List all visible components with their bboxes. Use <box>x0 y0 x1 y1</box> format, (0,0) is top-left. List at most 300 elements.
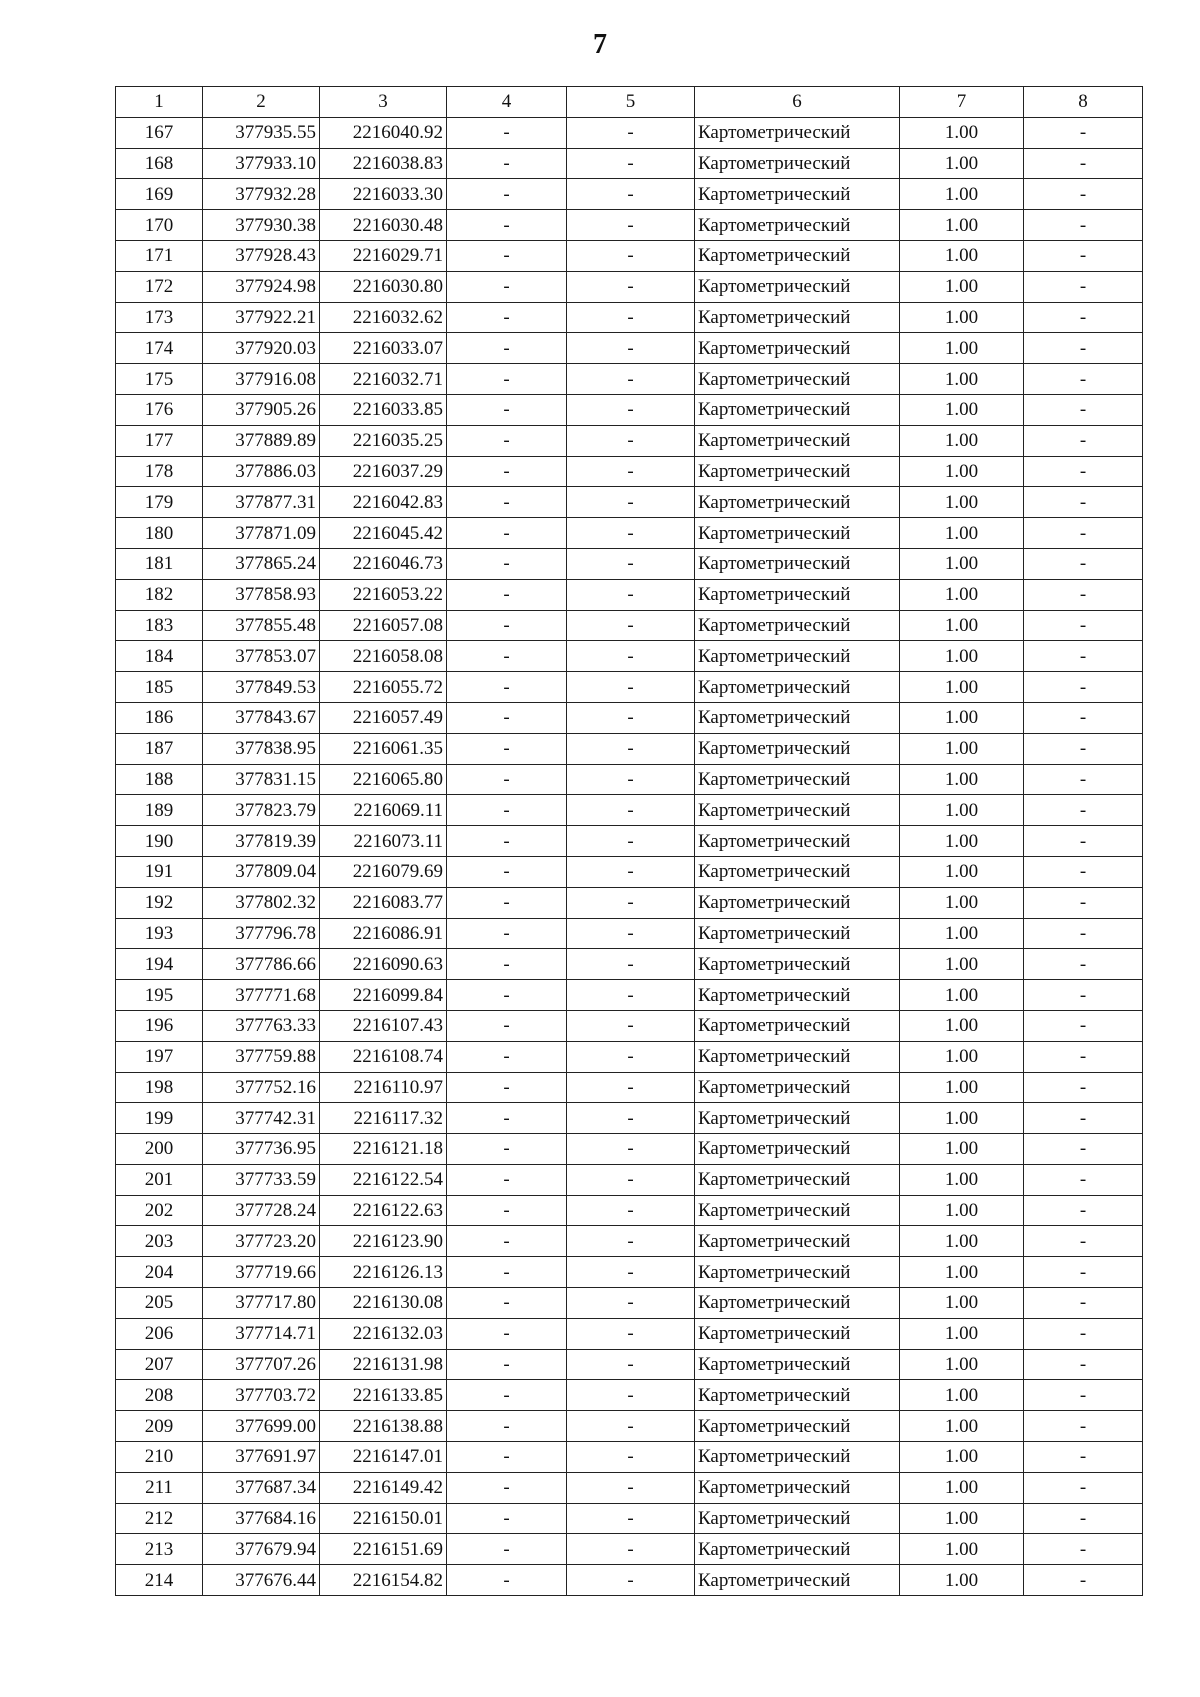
cell-coord-y: 2216040.92 <box>320 117 447 148</box>
cell-col-5: - <box>567 733 695 764</box>
cell-col-8: - <box>1024 1257 1143 1288</box>
cell-col-5: - <box>567 1318 695 1349</box>
cell-coord-x: 377843.67 <box>203 702 320 733</box>
cell-coord-x: 377796.78 <box>203 918 320 949</box>
cell-col-5: - <box>567 394 695 425</box>
cell-coord-y: 2216121.18 <box>320 1134 447 1165</box>
cell-accuracy: 1.00 <box>900 702 1024 733</box>
cell-coord-y: 2216133.85 <box>320 1380 447 1411</box>
cell-coord-y: 2216038.83 <box>320 148 447 179</box>
cell-coord-y: 2216083.77 <box>320 887 447 918</box>
cell-col-5: - <box>567 1565 695 1596</box>
cell-method: Картометрический <box>695 764 900 795</box>
cell-point-number: 169 <box>116 179 203 210</box>
cell-coord-y: 2216046.73 <box>320 548 447 579</box>
cell-col-8: - <box>1024 733 1143 764</box>
cell-point-number: 191 <box>116 856 203 887</box>
cell-coord-x: 377771.68 <box>203 980 320 1011</box>
cell-point-number: 211 <box>116 1472 203 1503</box>
cell-coord-y: 2216033.85 <box>320 394 447 425</box>
cell-col-5: - <box>567 425 695 456</box>
table-row <box>116 672 1143 703</box>
column-header-2: 2 <box>203 87 320 118</box>
cell-col-4: - <box>447 1195 567 1226</box>
cell-coord-x: 377802.32 <box>203 887 320 918</box>
cell-col-4: - <box>447 918 567 949</box>
table-header-row <box>116 87 1143 118</box>
cell-coord-x: 377728.24 <box>203 1195 320 1226</box>
cell-coord-x: 377676.44 <box>203 1565 320 1596</box>
cell-col-8: - <box>1024 949 1143 980</box>
cell-coord-y: 2216061.35 <box>320 733 447 764</box>
cell-method: Картометрический <box>695 394 900 425</box>
cell-col-8: - <box>1024 518 1143 549</box>
column-header-7: 7 <box>900 87 1024 118</box>
cell-coord-y: 2216108.74 <box>320 1041 447 1072</box>
cell-col-5: - <box>567 1041 695 1072</box>
cell-method: Картометрический <box>695 271 900 302</box>
column-header-6: 6 <box>695 87 900 118</box>
cell-col-8: - <box>1024 364 1143 395</box>
cell-method: Картометрический <box>695 733 900 764</box>
cell-col-8: - <box>1024 1411 1143 1442</box>
table-row <box>116 240 1143 271</box>
cell-col-8: - <box>1024 487 1143 518</box>
cell-coord-x: 377930.38 <box>203 210 320 241</box>
cell-point-number: 170 <box>116 210 203 241</box>
cell-col-4: - <box>447 302 567 333</box>
cell-coord-x: 377935.55 <box>203 117 320 148</box>
cell-point-number: 188 <box>116 764 203 795</box>
cell-point-number: 213 <box>116 1534 203 1565</box>
cell-col-5: - <box>567 702 695 733</box>
cell-coord-x: 377905.26 <box>203 394 320 425</box>
table-row <box>116 733 1143 764</box>
cell-method: Картометрический <box>695 1041 900 1072</box>
cell-col-8: - <box>1024 1503 1143 1534</box>
cell-point-number: 196 <box>116 1010 203 1041</box>
cell-accuracy: 1.00 <box>900 1503 1024 1534</box>
cell-accuracy: 1.00 <box>900 302 1024 333</box>
cell-coord-x: 377699.00 <box>203 1411 320 1442</box>
cell-col-5: - <box>567 1534 695 1565</box>
cell-accuracy: 1.00 <box>900 826 1024 857</box>
cell-col-4: - <box>447 1072 567 1103</box>
cell-accuracy: 1.00 <box>900 1288 1024 1319</box>
table-row <box>116 210 1143 241</box>
cell-coord-x: 377733.59 <box>203 1164 320 1195</box>
cell-col-4: - <box>447 1534 567 1565</box>
cell-point-number: 208 <box>116 1380 203 1411</box>
cell-col-4: - <box>447 949 567 980</box>
cell-method: Картометрический <box>695 1534 900 1565</box>
cell-point-number: 195 <box>116 980 203 1011</box>
cell-coord-x: 377865.24 <box>203 548 320 579</box>
cell-col-8: - <box>1024 856 1143 887</box>
cell-method: Картометрический <box>695 148 900 179</box>
cell-col-8: - <box>1024 1472 1143 1503</box>
cell-col-8: - <box>1024 1380 1143 1411</box>
cell-point-number: 185 <box>116 672 203 703</box>
cell-coord-y: 2216037.29 <box>320 456 447 487</box>
cell-col-8: - <box>1024 1134 1143 1165</box>
cell-coord-x: 377855.48 <box>203 610 320 641</box>
cell-coord-x: 377759.88 <box>203 1041 320 1072</box>
cell-col-4: - <box>447 1472 567 1503</box>
cell-col-4: - <box>447 1134 567 1165</box>
table-row <box>116 1103 1143 1134</box>
cell-col-8: - <box>1024 271 1143 302</box>
table-row <box>116 518 1143 549</box>
cell-col-8: - <box>1024 1041 1143 1072</box>
cell-col-5: - <box>567 271 695 302</box>
cell-coord-x: 377819.39 <box>203 826 320 857</box>
table-row <box>116 1318 1143 1349</box>
cell-point-number: 203 <box>116 1226 203 1257</box>
cell-col-8: - <box>1024 148 1143 179</box>
cell-point-number: 201 <box>116 1164 203 1195</box>
cell-point-number: 184 <box>116 641 203 672</box>
cell-col-8: - <box>1024 302 1143 333</box>
cell-col-5: - <box>567 302 695 333</box>
cell-point-number: 193 <box>116 918 203 949</box>
cell-coord-y: 2216130.08 <box>320 1288 447 1319</box>
table-row <box>116 702 1143 733</box>
cell-col-8: - <box>1024 980 1143 1011</box>
cell-col-4: - <box>447 641 567 672</box>
cell-accuracy: 1.00 <box>900 764 1024 795</box>
cell-point-number: 192 <box>116 887 203 918</box>
cell-method: Картометрический <box>695 364 900 395</box>
cell-accuracy: 1.00 <box>900 672 1024 703</box>
cell-col-8: - <box>1024 1103 1143 1134</box>
cell-point-number: 198 <box>116 1072 203 1103</box>
cell-coord-x: 377736.95 <box>203 1134 320 1165</box>
cell-point-number: 199 <box>116 1103 203 1134</box>
cell-accuracy: 1.00 <box>900 918 1024 949</box>
cell-col-8: - <box>1024 1288 1143 1319</box>
cell-coord-x: 377679.94 <box>203 1534 320 1565</box>
cell-accuracy: 1.00 <box>900 394 1024 425</box>
cell-col-8: - <box>1024 1072 1143 1103</box>
cell-accuracy: 1.00 <box>900 548 1024 579</box>
cell-accuracy: 1.00 <box>900 579 1024 610</box>
cell-method: Картометрический <box>695 949 900 980</box>
cell-accuracy: 1.00 <box>900 1164 1024 1195</box>
cell-method: Картометрический <box>695 240 900 271</box>
cell-col-4: - <box>447 148 567 179</box>
table-row <box>116 1565 1143 1596</box>
cell-coord-x: 377763.33 <box>203 1010 320 1041</box>
cell-col-8: - <box>1024 333 1143 364</box>
cell-col-4: - <box>447 1442 567 1473</box>
cell-col-5: - <box>567 610 695 641</box>
cell-col-5: - <box>567 641 695 672</box>
cell-method: Картометрический <box>695 579 900 610</box>
column-header-5: 5 <box>567 87 695 118</box>
cell-method: Картометрический <box>695 179 900 210</box>
cell-coord-x: 377920.03 <box>203 333 320 364</box>
cell-col-8: - <box>1024 240 1143 271</box>
cell-coord-x: 377684.16 <box>203 1503 320 1534</box>
cell-accuracy: 1.00 <box>900 641 1024 672</box>
cell-col-5: - <box>567 1411 695 1442</box>
table-row <box>116 1134 1143 1165</box>
cell-coord-y: 2216073.11 <box>320 826 447 857</box>
cell-point-number: 183 <box>116 610 203 641</box>
cell-accuracy: 1.00 <box>900 1565 1024 1596</box>
cell-coord-y: 2216126.13 <box>320 1257 447 1288</box>
table-row <box>116 980 1143 1011</box>
cell-col-4: - <box>447 795 567 826</box>
cell-accuracy: 1.00 <box>900 1195 1024 1226</box>
cell-col-8: - <box>1024 795 1143 826</box>
table-row <box>116 887 1143 918</box>
cell-method: Картометрический <box>695 1195 900 1226</box>
table-row <box>116 579 1143 610</box>
cell-col-4: - <box>447 333 567 364</box>
cell-col-4: - <box>447 764 567 795</box>
table-row <box>116 1010 1143 1041</box>
cell-col-5: - <box>567 764 695 795</box>
cell-method: Картометрический <box>695 610 900 641</box>
cell-method: Картометрический <box>695 333 900 364</box>
cell-point-number: 206 <box>116 1318 203 1349</box>
cell-method: Картометрический <box>695 702 900 733</box>
table-row <box>116 1226 1143 1257</box>
cell-col-5: - <box>567 456 695 487</box>
cell-point-number: 167 <box>116 117 203 148</box>
cell-col-8: - <box>1024 918 1143 949</box>
cell-point-number: 205 <box>116 1288 203 1319</box>
column-header-3: 3 <box>320 87 447 118</box>
cell-coord-y: 2216030.80 <box>320 271 447 302</box>
table-row <box>116 1442 1143 1473</box>
cell-coord-x: 377742.31 <box>203 1103 320 1134</box>
table-row <box>116 1411 1143 1442</box>
table-row <box>116 1257 1143 1288</box>
cell-col-4: - <box>447 1103 567 1134</box>
cell-accuracy: 1.00 <box>900 364 1024 395</box>
table-row <box>116 302 1143 333</box>
cell-accuracy: 1.00 <box>900 487 1024 518</box>
cell-col-5: - <box>567 980 695 1011</box>
cell-coord-y: 2216029.71 <box>320 240 447 271</box>
cell-accuracy: 1.00 <box>900 1442 1024 1473</box>
cell-col-4: - <box>447 826 567 857</box>
cell-coord-x: 377691.97 <box>203 1442 320 1473</box>
cell-col-8: - <box>1024 394 1143 425</box>
cell-accuracy: 1.00 <box>900 1041 1024 1072</box>
cell-col-8: - <box>1024 702 1143 733</box>
cell-col-4: - <box>447 1380 567 1411</box>
cell-coord-y: 2216035.25 <box>320 425 447 456</box>
cell-col-8: - <box>1024 117 1143 148</box>
cell-accuracy: 1.00 <box>900 1226 1024 1257</box>
cell-accuracy: 1.00 <box>900 148 1024 179</box>
column-header-4: 4 <box>447 87 567 118</box>
cell-point-number: 189 <box>116 795 203 826</box>
cell-col-8: - <box>1024 548 1143 579</box>
cell-accuracy: 1.00 <box>900 856 1024 887</box>
cell-col-5: - <box>567 1010 695 1041</box>
cell-method: Картометрический <box>695 795 900 826</box>
cell-coord-x: 377823.79 <box>203 795 320 826</box>
cell-point-number: 202 <box>116 1195 203 1226</box>
cell-coord-y: 2216154.82 <box>320 1565 447 1596</box>
cell-coord-x: 377932.28 <box>203 179 320 210</box>
cell-point-number: 176 <box>116 394 203 425</box>
cell-col-5: - <box>567 826 695 857</box>
table-row <box>116 1349 1143 1380</box>
table-row <box>116 856 1143 887</box>
coordinates-table <box>115 86 1143 1596</box>
cell-point-number: 175 <box>116 364 203 395</box>
cell-col-4: - <box>447 1010 567 1041</box>
cell-accuracy: 1.00 <box>900 456 1024 487</box>
table-row <box>116 425 1143 456</box>
cell-method: Картометрический <box>695 1226 900 1257</box>
table-row <box>116 610 1143 641</box>
cell-coord-y: 2216032.71 <box>320 364 447 395</box>
cell-coord-y: 2216117.32 <box>320 1103 447 1134</box>
cell-coord-y: 2216090.63 <box>320 949 447 980</box>
cell-coord-y: 2216030.48 <box>320 210 447 241</box>
table-row <box>116 918 1143 949</box>
cell-coord-x: 377928.43 <box>203 240 320 271</box>
cell-method: Картометрический <box>695 1472 900 1503</box>
cell-col-8: - <box>1024 1010 1143 1041</box>
cell-col-4: - <box>447 1041 567 1072</box>
cell-accuracy: 1.00 <box>900 271 1024 302</box>
cell-coord-y: 2216132.03 <box>320 1318 447 1349</box>
cell-col-8: - <box>1024 641 1143 672</box>
cell-method: Картометрический <box>695 1072 900 1103</box>
cell-col-5: - <box>567 1380 695 1411</box>
cell-point-number: 178 <box>116 456 203 487</box>
cell-method: Картометрический <box>695 1380 900 1411</box>
cell-col-4: - <box>447 425 567 456</box>
cell-coord-x: 377838.95 <box>203 733 320 764</box>
cell-col-8: - <box>1024 1318 1143 1349</box>
cell-point-number: 207 <box>116 1349 203 1380</box>
cell-method: Картометрический <box>695 117 900 148</box>
cell-coord-x: 377922.21 <box>203 302 320 333</box>
cell-accuracy: 1.00 <box>900 179 1024 210</box>
page-number: 7 <box>593 29 607 60</box>
cell-coord-x: 377703.72 <box>203 1380 320 1411</box>
cell-point-number: 194 <box>116 949 203 980</box>
cell-col-4: - <box>447 456 567 487</box>
cell-accuracy: 1.00 <box>900 1257 1024 1288</box>
column-header-8: 8 <box>1024 87 1143 118</box>
cell-col-4: - <box>447 548 567 579</box>
cell-coord-y: 2216053.22 <box>320 579 447 610</box>
cell-col-4: - <box>447 672 567 703</box>
cell-col-8: - <box>1024 425 1143 456</box>
cell-accuracy: 1.00 <box>900 733 1024 764</box>
cell-col-5: - <box>567 548 695 579</box>
cell-coord-x: 377871.09 <box>203 518 320 549</box>
table-row <box>116 641 1143 672</box>
cell-coord-y: 2216045.42 <box>320 518 447 549</box>
cell-coord-x: 377714.71 <box>203 1318 320 1349</box>
cell-coord-x: 377707.26 <box>203 1349 320 1380</box>
table-row <box>116 1534 1143 1565</box>
cell-col-5: - <box>567 672 695 703</box>
table-row <box>116 1164 1143 1195</box>
cell-coord-y: 2216110.97 <box>320 1072 447 1103</box>
cell-method: Картометрический <box>695 302 900 333</box>
cell-accuracy: 1.00 <box>900 1349 1024 1380</box>
cell-col-5: - <box>567 210 695 241</box>
cell-coord-y: 2216138.88 <box>320 1411 447 1442</box>
cell-point-number: 214 <box>116 1565 203 1596</box>
table-row <box>116 826 1143 857</box>
cell-coord-y: 2216151.69 <box>320 1534 447 1565</box>
table-row <box>116 487 1143 518</box>
table-row <box>116 1380 1143 1411</box>
cell-col-4: - <box>447 117 567 148</box>
cell-accuracy: 1.00 <box>900 240 1024 271</box>
cell-method: Картометрический <box>695 641 900 672</box>
cell-col-8: - <box>1024 764 1143 795</box>
table-row <box>116 1195 1143 1226</box>
cell-accuracy: 1.00 <box>900 980 1024 1011</box>
table-row <box>116 456 1143 487</box>
cell-coord-x: 377933.10 <box>203 148 320 179</box>
cell-coord-x: 377752.16 <box>203 1072 320 1103</box>
table-row <box>116 1041 1143 1072</box>
cell-col-5: - <box>567 1103 695 1134</box>
cell-col-4: - <box>447 1349 567 1380</box>
cell-accuracy: 1.00 <box>900 1534 1024 1565</box>
cell-coord-x: 377723.20 <box>203 1226 320 1257</box>
cell-col-8: - <box>1024 1349 1143 1380</box>
cell-coord-x: 377717.80 <box>203 1288 320 1319</box>
cell-col-5: - <box>567 1072 695 1103</box>
table-body <box>116 117 1143 1595</box>
cell-method: Картометрический <box>695 856 900 887</box>
cell-coord-x: 377886.03 <box>203 456 320 487</box>
cell-col-5: - <box>567 579 695 610</box>
cell-col-4: - <box>447 1164 567 1195</box>
cell-coord-x: 377687.34 <box>203 1472 320 1503</box>
cell-method: Картометрический <box>695 1503 900 1534</box>
cell-col-4: - <box>447 179 567 210</box>
cell-method: Картометрический <box>695 425 900 456</box>
cell-coord-y: 2216055.72 <box>320 672 447 703</box>
cell-col-8: - <box>1024 610 1143 641</box>
cell-col-4: - <box>447 1257 567 1288</box>
cell-coord-x: 377719.66 <box>203 1257 320 1288</box>
table-row <box>116 1288 1143 1319</box>
cell-col-5: - <box>567 179 695 210</box>
cell-col-8: - <box>1024 1565 1143 1596</box>
cell-coord-y: 2216099.84 <box>320 980 447 1011</box>
cell-col-5: - <box>567 949 695 980</box>
cell-accuracy: 1.00 <box>900 1411 1024 1442</box>
cell-point-number: 182 <box>116 579 203 610</box>
cell-point-number: 177 <box>116 425 203 456</box>
cell-method: Картометрический <box>695 1257 900 1288</box>
cell-accuracy: 1.00 <box>900 887 1024 918</box>
cell-col-4: - <box>447 487 567 518</box>
cell-point-number: 212 <box>116 1503 203 1534</box>
cell-method: Картометрический <box>695 548 900 579</box>
cell-col-5: - <box>567 1442 695 1473</box>
cell-method: Картометрический <box>695 672 900 703</box>
